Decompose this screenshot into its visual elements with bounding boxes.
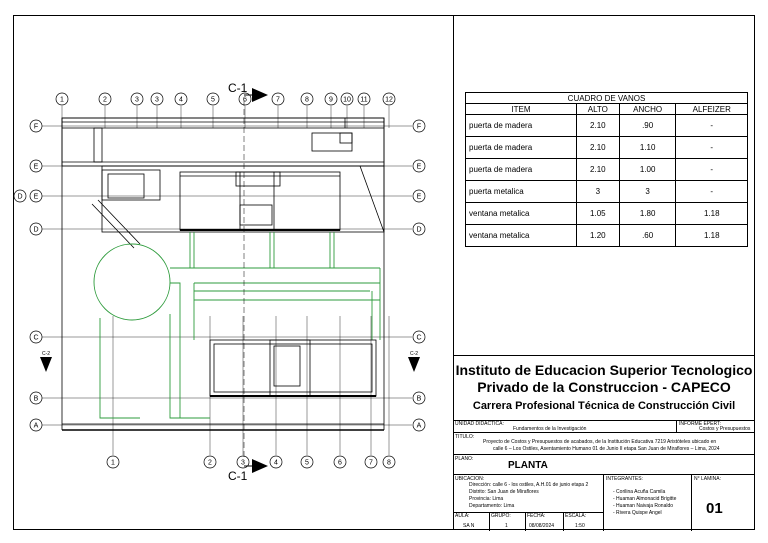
tb-divider: [676, 420, 677, 432]
lower-building: [210, 340, 376, 396]
tb-divider: [691, 474, 692, 531]
vanos-header: ANCHO: [619, 104, 676, 115]
axis-bottom-label: 7: [369, 459, 373, 467]
section-markers: [40, 88, 420, 473]
vanos-cell: .90: [619, 115, 676, 137]
lamina-label: N° LAMINA:: [694, 476, 722, 482]
axis-top-label: 5: [211, 96, 215, 104]
axis-bottom-label: 5: [305, 459, 309, 467]
section-label-bottom: C-1: [228, 469, 248, 483]
axis-bottom-label: 3: [241, 459, 245, 467]
tb-divider: [453, 474, 755, 475]
axis-bottom-label: 6: [338, 459, 342, 467]
titulo-line1: Proyecto de Costos y Presupuestos de acabados, de la Institución Educativa 7219 Aristóteles ubicado en: [483, 439, 717, 445]
vanos-cell: ventana metalica: [466, 203, 577, 225]
section-label-right: C-2: [410, 351, 419, 357]
escala-label: ESCALA:: [565, 513, 587, 519]
aula-label: AULA:: [455, 513, 470, 519]
axis-top-label: 8: [305, 96, 309, 104]
green-paths: [94, 232, 380, 418]
vanos-cell: 1.05: [576, 203, 619, 225]
axis-top-label: 7: [276, 96, 280, 104]
aula-value: SA N: [463, 523, 475, 529]
integrantes-label: INTEGRANTES:: [606, 476, 643, 482]
vanos-cell: .60: [619, 225, 676, 247]
axes-rows: [14, 120, 425, 431]
axis-row-left-label: B: [33, 395, 39, 403]
titulo-label: TITULO:: [455, 434, 475, 440]
perimeter: [62, 118, 384, 430]
integrante: - Rivera Quispe Angel: [613, 510, 662, 516]
grupo-value: 1: [505, 523, 508, 529]
unidad-label: UNIDAD DIDACTICA:: [455, 421, 504, 427]
tb-divider: [563, 512, 564, 531]
axis-row-right-label: E: [416, 163, 422, 171]
institution-line1: Instituto de Educacion Superior Tecnologico: [455, 362, 753, 378]
integrante: - Huaman Almonacid Brigitte: [613, 496, 677, 502]
axis-top-label: 6: [243, 96, 247, 104]
vanos-cell: -: [676, 137, 748, 159]
ubicacion-line: Dirección: calle 6 - los ostiles, A.H.01 de junio etapa 2: [469, 482, 589, 488]
vanos-cell: -: [676, 159, 748, 181]
axis-row-right-label: F: [416, 123, 422, 131]
vanos-header: ALFEIZER: [676, 104, 748, 115]
escala-value: 1:50: [575, 523, 585, 529]
vanos-cell: 2.10: [576, 115, 619, 137]
axis-top-label: 1: [60, 96, 64, 104]
axis-bottom-label: 1: [111, 459, 115, 467]
lamina-value: 01: [706, 500, 723, 517]
axis-top-label: 9: [329, 96, 333, 104]
section-label-top: C-1: [228, 81, 248, 95]
axis-top-label: 2: [103, 96, 107, 104]
vanos-cell: puerta de madera: [466, 159, 577, 181]
middle-building: [92, 166, 384, 248]
vanos-cell: 2.10: [576, 159, 619, 181]
ubicacion-label: UBICACION:: [455, 476, 485, 482]
grupo-label: GRUPO:: [491, 513, 511, 519]
axis-row-right-label: D: [416, 226, 422, 234]
vanos-cell: puerta de madera: [466, 115, 577, 137]
axis-row-left-label: C: [33, 334, 39, 342]
axis-bottom-label: 4: [274, 459, 278, 467]
docente-value: Costos y Presupuestos: [699, 426, 751, 432]
axis-bottom-label: 2: [208, 459, 212, 467]
axis-row-left-label: E: [33, 193, 39, 201]
integrante: - Corilina Acuña Camila: [613, 489, 666, 495]
axis-row-left-label: D: [33, 226, 39, 234]
institution-name: [453, 362, 755, 396]
axis-row-left-extra-label: D: [17, 193, 23, 201]
axis-row-right-label: A: [416, 422, 422, 430]
axis-top-label: 4: [179, 96, 183, 104]
vanos-cell: puerta de madera: [466, 137, 577, 159]
axis-row-left-label: F: [33, 123, 39, 131]
axes-top: [56, 93, 395, 105]
institution-line2: Privado de la Construccion - CAPECO: [477, 379, 731, 395]
integrante: - Huaman Naivaja Ronaldo: [613, 503, 674, 509]
vanos-cell: 2.10: [576, 137, 619, 159]
fecha-value: 08/08/2024: [529, 523, 555, 529]
vanos-cell: 1.80: [619, 203, 676, 225]
vanos-cell: 1.18: [676, 225, 748, 247]
section-label-left: C-2: [42, 351, 51, 357]
carrera-title: Carrera Profesional Técnica de Construcción Civil: [472, 400, 736, 412]
unidad-value: Fundamentos de la Investigación: [513, 426, 587, 432]
axis-row-right-label: E: [416, 193, 422, 201]
docente-label: INFORME EPERT:: [679, 421, 721, 427]
tb-divider: [525, 512, 526, 531]
vanos-header: ITEM: [466, 104, 577, 115]
vanos-cell: 1.00: [619, 159, 676, 181]
ubicacion-line: Provincia: Lima: [469, 496, 504, 502]
plano-label: PLANO:: [455, 456, 474, 462]
axis-top-label: 3: [155, 96, 159, 104]
vanos-cell: 3: [576, 181, 619, 203]
vanos-cell: ventana metalica: [466, 225, 577, 247]
axis-row-right-label: B: [416, 395, 422, 403]
ubicacion-line: Distrito: San Juan de Miraflores: [469, 489, 539, 495]
tb-divider: [453, 432, 755, 433]
tb-divider: [489, 512, 490, 531]
tb-divider: [453, 454, 755, 455]
vanos-cell: -: [676, 115, 748, 137]
ubicacion-line: Departamento: Lima: [469, 503, 515, 509]
vanos-cell: 1.18: [676, 203, 748, 225]
vanos-table: [465, 92, 748, 247]
axis-top-label: 3: [135, 96, 139, 104]
axis-top-label: 12: [385, 96, 393, 104]
vanos-cell: 3: [619, 181, 676, 203]
vanos-cell: 1.10: [619, 137, 676, 159]
fecha-label: FECHA:: [527, 513, 546, 519]
axis-top-label: 11: [360, 96, 368, 104]
titulo-line2: calle 6 – Los Ostiles, Asentamiento Humano 01 de Junio II etapa San Juan de Miraflores – Lima, 2024: [493, 446, 720, 452]
vanos-header: ALTO: [576, 104, 619, 115]
vanos-cell: 1.20: [576, 225, 619, 247]
axis-bottom-label: 8: [387, 459, 391, 467]
title-block: [453, 355, 755, 530]
vanos-cell: -: [676, 181, 748, 203]
plano-value: PLANTA: [508, 460, 548, 471]
vanos-cell: puerta metalica: [466, 181, 577, 203]
axis-row-left-label: A: [33, 422, 39, 430]
vanos-title: CUADRO DE VANOS: [466, 93, 748, 104]
tb-divider: [603, 474, 604, 531]
axis-row-left-label: E: [33, 163, 39, 171]
axis-row-right-label: C: [416, 334, 422, 342]
top-building: [62, 118, 384, 166]
axis-top-label: 10: [343, 96, 351, 104]
